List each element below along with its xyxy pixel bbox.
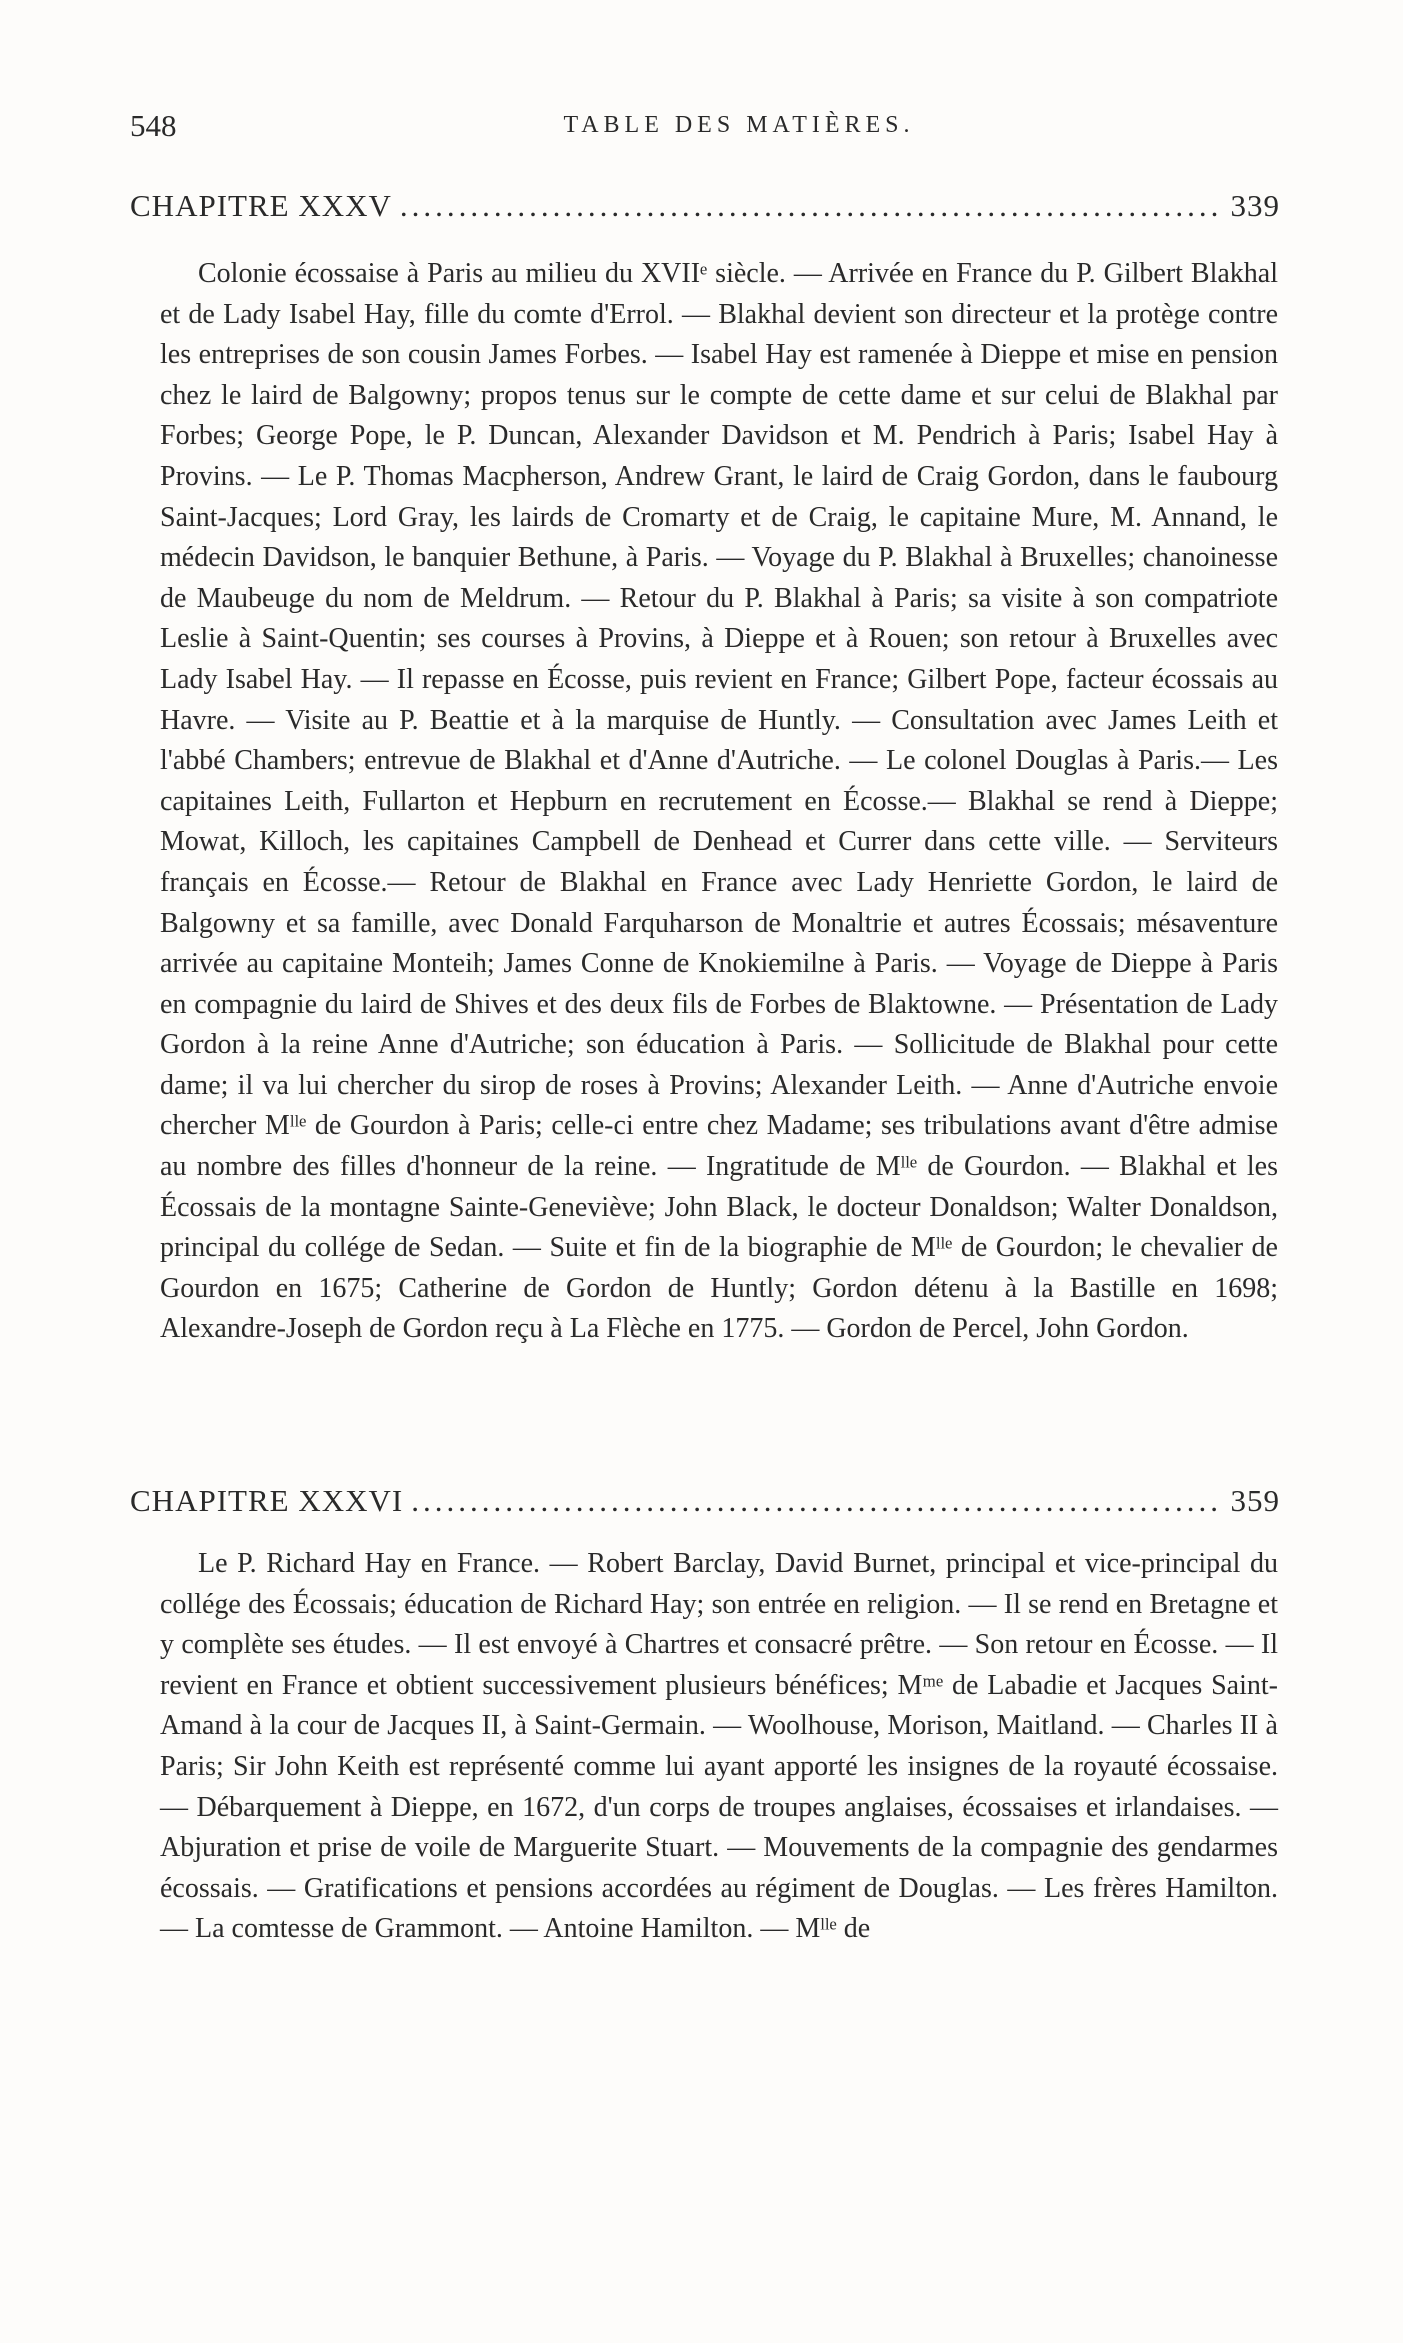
chapter-summary-xxxv [160, 254, 1278, 1350]
running-head [130, 108, 1288, 148]
running-title: TABLE DES MATIÈRES. [563, 112, 915, 138]
summary-paragraph: Colonie écossaise à Paris au milieu du XVIIᵉ siècle. — Arrivée en France du P. Gilbert Blakhal et de Lady Isabel Hay, fille du comte d'Errol. — Blakhal devient son directeur et la protège contre les entreprises de son cousin James Forbes. — Isabel Hay est ramenée à Dieppe et mise en pension chez le laird de Balgowny; propos tenus sur le compte de cette dame et sur celui de Blakhal par Forbes; George Pope, le P. Duncan, Alexander Davidson et M. Pendrich à Paris; Isabel Hay à Provins. — Le P. Thomas Macpherson, Andrew Grant, le laird de Craig Gordon, dans le faubourg Saint-Jacques; Lord Gray, les lairds de Cromarty et de Craig, le capitaine Mure, M. Annand, le médecin Davidson, le banquier Bethune, à Paris. — Voyage du P. Blakhal à Bruxelles; chanoinesse de Maubeuge du nom de Meldrum. — Retour du P. Blakhal à Paris; sa visite à son compatriote Leslie à Saint-Quentin; ses courses à Provins, à Dieppe et à Rouen; son retour à Bruxelles avec Lady Isabel Hay. — Il repasse en Écosse, puis revient en France; Gilbert Pope, facteur écossais au Havre. — Visite au P. Beattie et à la marquise de Huntly. — Consultation avec James Leith et l'abbé Chambers; entrevue de Blakhal et d'Anne d'Autriche. — Le colonel Douglas à Paris.— Les capitaines Leith, Fullarton et Hepburn en recrutement en Écosse.— Blakhal se rend à Dieppe; Mowat, Killoch, les capitaines Campbell de Denhead et Currer dans cette ville. — Serviteurs français en Écosse.— Retour de Blakhal en France avec Lady Henriette Gordon, le laird de Balgowny et sa famille, avec Donald Farquharson de Monaltrie et autres Écossais; mésaventure arrivée au capitaine Monteih; James Conne de Knokiemilne à Paris. — Voyage de Dieppe à Paris en compagnie du laird de Shives et des deux fils de Forbes de Blaktowne. — Présentation de Lady Gordon à la reine Anne d'Autriche; son éducation à Paris. — Sollicitude de Blakhal pour cette dame; il va lui chercher du sirop de roses à Provins; Alexander Leith. — Anne d'Autriche envoie chercher Mˡˡᵉ de Gourdon à Paris; celle-ci entre chez Madame; ses tribulations avant d'être admise au nombre des filles d'honneur de la reine. — Ingratitude de Mˡˡᵉ de Gourdon. — Blakhal et les Écossais de la montagne Sainte-Geneviève; John Black, le docteur Donaldson; Walter Donaldson, principal du collége de Sedan. — Suite et fin de la biographie de Mˡˡᵉ de Gourdon; le chevalier de Gourdon en 1675; Catherine de Gordon de Huntly; Gordon détenu à la Bastille en 1698; Alexandre-Joseph de Gordon reçu à La Flèche en 1775. — Gordon de Percel, John Gordon. [160, 258, 1278, 1345]
chapter-page-number: 359 [1230, 1483, 1280, 1518]
chapter-heading-xxxvi [130, 1483, 1280, 1519]
summary-paragraph: Le P. Richard Hay en France. — Robert Barclay, David Burnet, principal et vice-principal du collége des Écossais; éducation de Richard Hay; son entrée en religion. — Il se rend en Bretagne et y complète ses études. — Il est envoyé à Chartres et consacré prêtre. — Son retour en Écosse. — Il revient en France et obtient successivement plusieurs bénéfices; Mᵐᵉ de Labadie et Jacques Saint-Amand à la cour de Jacques II, à Saint-Germain. — Woolhouse, Morison, Maitland. — Charles II à Paris; Sir John Keith est représenté comme lui ayant apporté les insignes de la royauté écossaise. — Débarquement à Dieppe, en 1672, d'un corps de troupes anglaises, écossaises et irlandaises. — Abjuration et prise de voile de Marguerite Stuart. — Mouvements de la compagnie des gendarmes écossais. — Gratifications et pensions accordées au régiment de Douglas. — Les frères Hamilton. — La comtesse de Grammont. — Antoine Hamilton. — Mˡˡᵉ de [160, 1548, 1278, 1945]
chapter-summary-xxxvi [160, 1544, 1278, 1950]
page-number: 548 [130, 108, 177, 143]
chapter-heading-xxxv [130, 188, 1280, 224]
chapter-label: CHAPITRE XXXVI [130, 1483, 404, 1518]
dot-leader [411, 1483, 1222, 1519]
dot-leader [400, 188, 1223, 224]
chapter-page-number: 339 [1230, 188, 1280, 223]
chapter-label: CHAPITRE XXXV [130, 188, 392, 223]
